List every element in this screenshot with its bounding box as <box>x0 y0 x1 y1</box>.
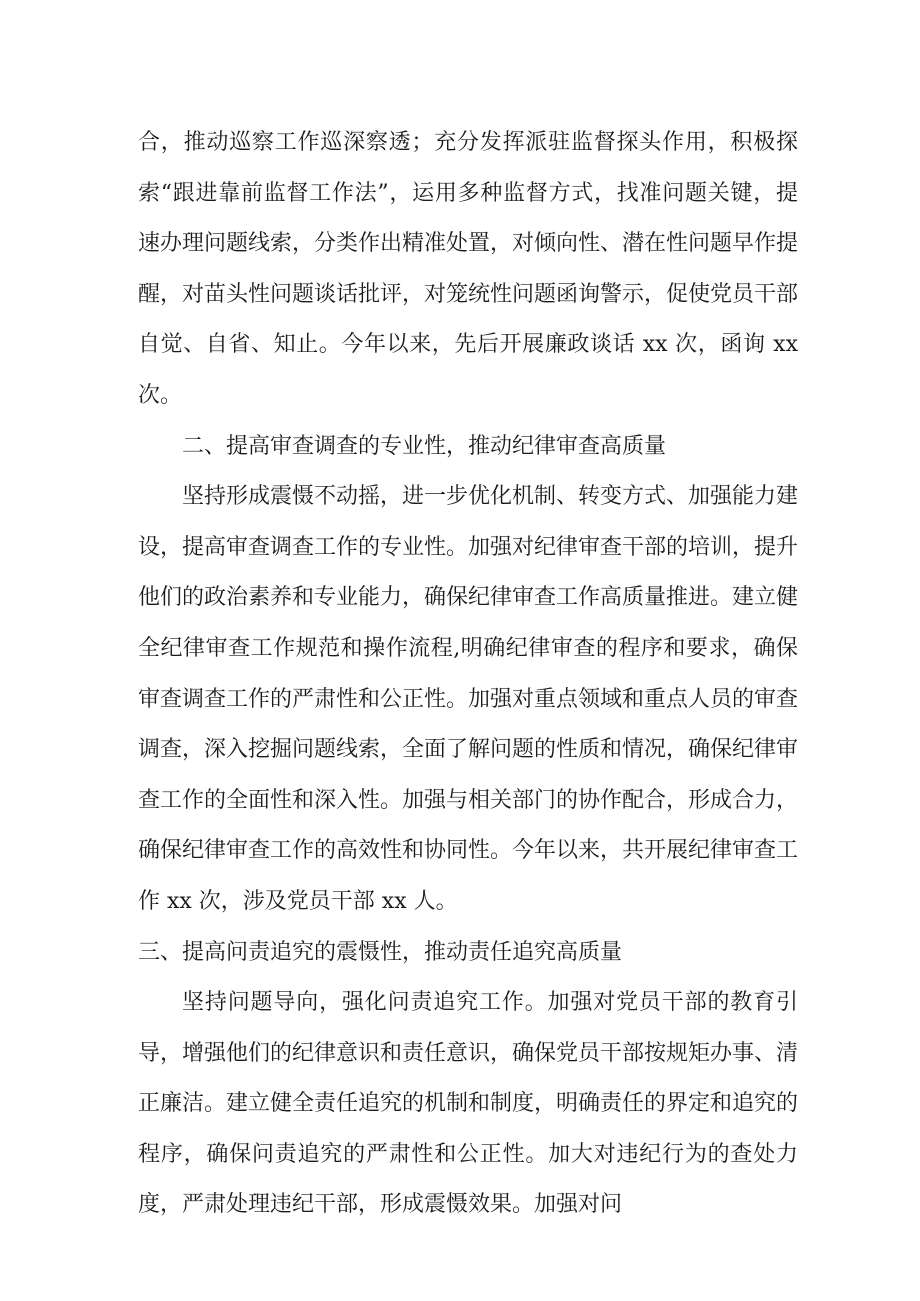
section-heading-3: 三、提高问责追究的震慑性，推动责任追究高质量 <box>138 939 623 965</box>
section-heading-2: 二、提高审查调查的专业性，推动纪律审查高质量 <box>182 433 667 459</box>
paragraph-supervision-continued: 合，推动巡察工作巡深察透；充分发挥派驻监督探头作用，积极探索“跟进靠前监督工作法”，运用多种监督方式，找准问题关键，提速办理问题线索，分类作出精准处置，对倾向性、潜在性问题早作提醒，对苗头性问题谈话批评，对笼统性问题函询警示，促使党员干部自觉、自省、知止。今年以来，先后开展廉政谈话 xx 次，函询 xx 次。 <box>138 130 799 408</box>
paragraph-discipline-review: 坚持形成震慑不动摇，进一步优化机制、转变方式、加强能力建设，提高审查调查工作的专业性。加强对纪律审查干部的培训，提升他们的政治素养和专业能力，确保纪律审查工作高质量推进。建立健全纪律审查工作规范和操作流程,明确纪律审查的程序和要求，确保审查调查工作的严肃性和公正性。加强对重点领域和重点人员的审查调查，深入挖掘问题线索，全面了解问题的性质和情况，确保纪律审查工作的全面性和深入性。加强与相关部门的协作配合，形成合力，确保纪律审查工作的高效性和协同性。今年以来，共开展纪律审查工作 xx 次，涉及党员干部 xx 人。 <box>138 484 799 914</box>
paragraph-accountability: 坚持问题导向，强化问责追究工作。加强对党员干部的教育引导，增强他们的纪律意识和责任意识，确保党员干部按规矩办事、清正廉洁。建立健全责任追究的机制和制度，明确责任的界定和追究的程序，确保问责追究的严肃性和公正性。加大对违纪行为的查处力度，严肃处理违纪干部，形成震慑效果。加强对问 <box>138 990 799 1218</box>
document-body <box>138 118 798 1231</box>
